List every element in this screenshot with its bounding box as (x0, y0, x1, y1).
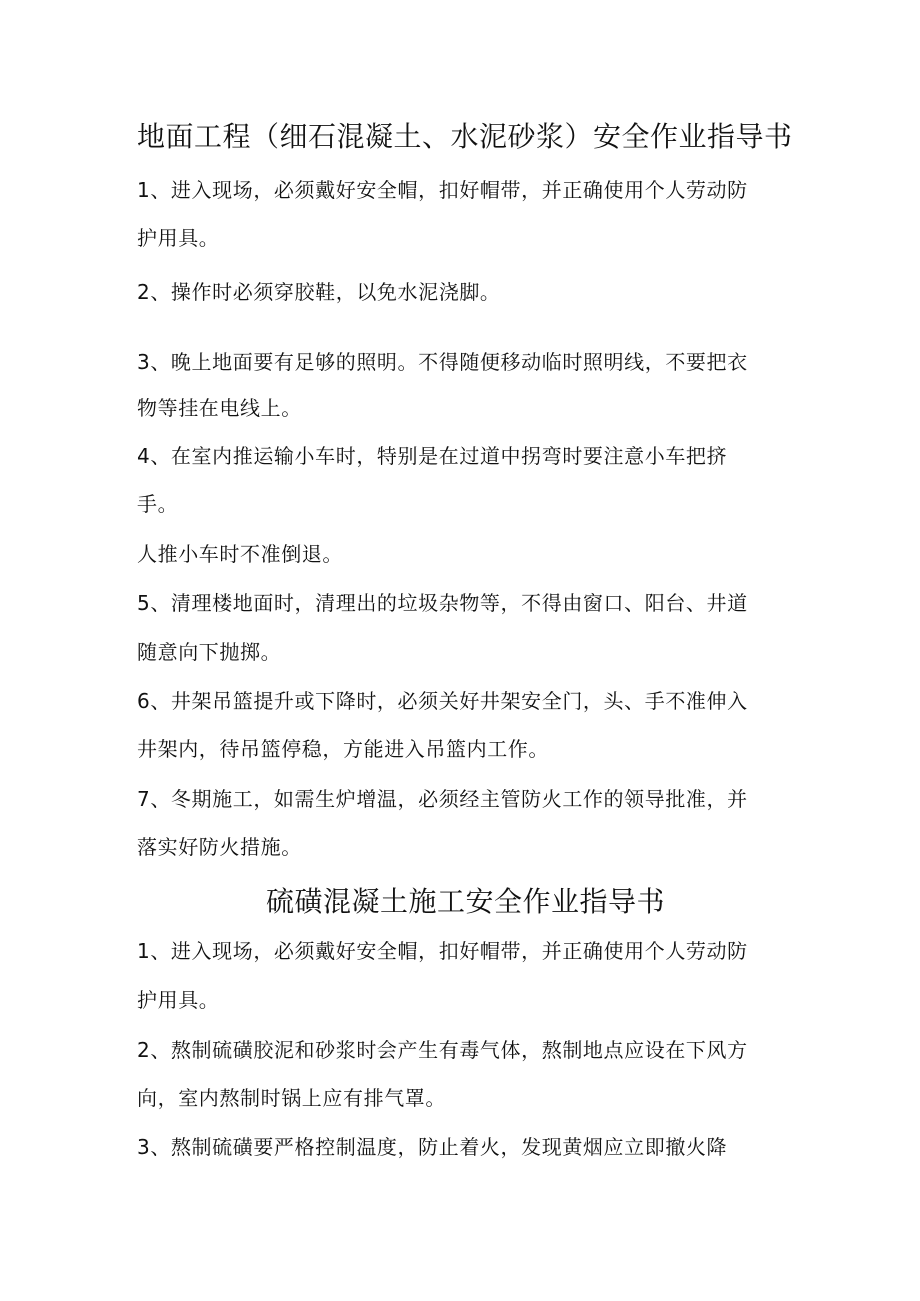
paragraph-line: 人推小车时不准倒退。 (137, 542, 343, 566)
paragraph-line: 落实好防火措施。 (137, 835, 302, 859)
paragraph-line: 3、晚上地面要有足够的照明。不得随便移动临时照明线，不要把衣 (137, 350, 748, 374)
paragraph-line: 物等挂在电线上。 (137, 396, 302, 420)
paragraph-line: 5、清理楼地面时，清理出的垃圾杂物等，不得由窗口、阳台、井道 (137, 591, 748, 615)
paragraph-line: 手。 (137, 492, 179, 516)
paragraph-line: 7、冬期施工，如需生炉增温，必须经主管防火工作的领导批准，并 (137, 787, 748, 811)
section-title-sulfur-concrete: 硫磺混凝土施工安全作业指导书 (266, 885, 666, 918)
paragraph-line: 2、操作时必须穿胶鞋，以免水泥浇脚。 (137, 280, 501, 304)
paragraph-line: 随意向下抛掷。 (137, 640, 282, 664)
paragraph-line: 井架内，待吊篮停稳，方能进入吊篮内工作。 (137, 737, 549, 761)
paragraph-line: 向，室内熬制时锅上应有排气罩。 (137, 1086, 446, 1110)
paragraph-line: 护用具。 (137, 226, 220, 250)
paragraph-line: 2、熬制硫磺胶泥和砂浆时会产生有毒气体，熬制地点应设在下风方 (137, 1038, 748, 1062)
paragraph-line: 4、在室内推运输小车时，特别是在过道中拐弯时要注意小车把挤 (137, 444, 728, 468)
section-title-floor-engineering: 地面工程（细石混凝土、水泥砂浆）安全作业指导书 (137, 120, 793, 153)
paragraph-line: 1、进入现场，必须戴好安全帽，扣好帽带，并正确使用个人劳动防 (137, 178, 748, 202)
paragraph-line: 3、熬制硫磺要严格控制温度，防止着火，发现黄烟应立即撤火降 (137, 1135, 728, 1159)
paragraph-line: 6、井架吊篮提升或下降时，必须关好井架安全门，头、手不准伸入 (137, 689, 748, 713)
paragraph-line: 1、进入现场，必须戴好安全帽，扣好帽带，并正确使用个人劳动防 (137, 939, 748, 963)
paragraph-line: 护用具。 (137, 988, 220, 1012)
